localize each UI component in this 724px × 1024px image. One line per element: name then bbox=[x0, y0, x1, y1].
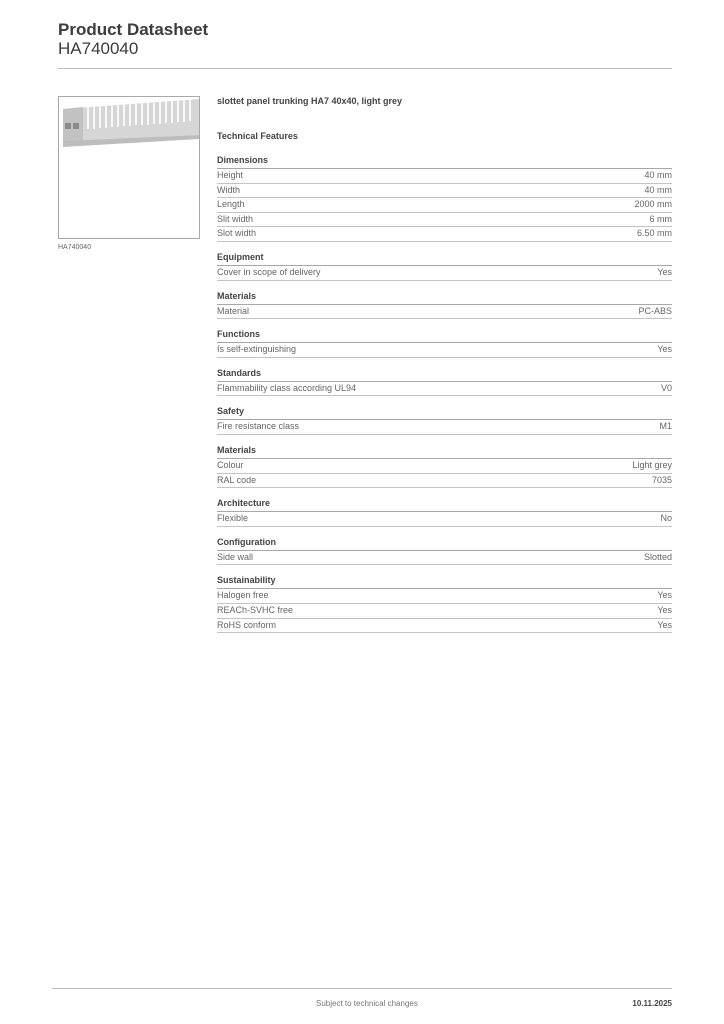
page-title: Product Datasheet bbox=[58, 20, 209, 39]
section-title: Configuration bbox=[217, 537, 672, 551]
spec-label: Cover in scope of delivery bbox=[217, 266, 321, 277]
spec-section bbox=[217, 329, 672, 358]
section-title: Safety bbox=[217, 406, 672, 420]
spec-value: No bbox=[660, 513, 672, 524]
section-title: Equipment bbox=[217, 252, 672, 266]
spec-label: Flexible bbox=[217, 513, 249, 524]
spec-label: RoHS conform bbox=[217, 619, 277, 630]
spec-content bbox=[217, 94, 672, 633]
spec-row bbox=[217, 198, 672, 213]
spec-row bbox=[217, 420, 672, 435]
spec-section bbox=[217, 291, 672, 320]
spec-row bbox=[217, 512, 672, 527]
spec-label: Slot width bbox=[217, 228, 257, 239]
product-name: slottet panel trunking HA7 40x40, light grey bbox=[217, 96, 403, 106]
spec-value: 6.50 mm bbox=[636, 228, 672, 239]
footer-date: 10.11.2025 bbox=[632, 999, 672, 1008]
spec-row bbox=[217, 474, 672, 489]
section-title: Functions bbox=[217, 329, 672, 343]
footer-divider bbox=[52, 988, 672, 989]
spec-label: Height bbox=[217, 170, 244, 180]
technical-features-heading: Technical Features bbox=[217, 131, 298, 141]
section-title: Architecture bbox=[217, 498, 672, 512]
spec-row bbox=[217, 213, 672, 228]
spec-value: Yes bbox=[657, 266, 672, 277]
spec-value: 6 mm bbox=[649, 213, 672, 224]
section-title: Materials bbox=[217, 291, 672, 305]
spec-label: Slit width bbox=[217, 213, 254, 224]
spec-label: Length bbox=[217, 199, 245, 210]
spec-section bbox=[217, 252, 672, 281]
spec-row bbox=[217, 305, 672, 320]
image-caption: HA740040 bbox=[58, 244, 92, 251]
spec-row bbox=[217, 184, 672, 199]
spec-section bbox=[217, 406, 672, 435]
spec-sections bbox=[217, 155, 672, 633]
section-title: Sustainability bbox=[217, 575, 672, 589]
spec-value: V0 bbox=[660, 382, 672, 393]
spec-value: Yes bbox=[657, 590, 672, 601]
spec-label: Fire resistance class bbox=[217, 421, 300, 432]
spec-row bbox=[217, 266, 672, 281]
spec-row bbox=[217, 604, 672, 619]
footer-note: Subject to technical changes bbox=[316, 999, 418, 1008]
spec-section bbox=[217, 537, 672, 566]
spec-value: M1 bbox=[659, 421, 672, 432]
spec-row bbox=[217, 459, 672, 474]
spec-value: 2000 mm bbox=[634, 199, 672, 210]
spec-value: Yes bbox=[657, 344, 672, 355]
spec-section bbox=[217, 368, 672, 397]
spec-section bbox=[217, 155, 672, 242]
spec-row bbox=[217, 619, 672, 634]
spec-label: Flammability class according UL94 bbox=[217, 382, 357, 393]
spec-label: REACh-SVHC free bbox=[217, 604, 294, 615]
spec-row bbox=[217, 589, 672, 604]
spec-row bbox=[217, 227, 672, 242]
spec-label: Material bbox=[217, 305, 250, 316]
spec-section bbox=[217, 575, 672, 633]
spec-row bbox=[217, 343, 672, 358]
spec-label: Halogen free bbox=[217, 590, 269, 601]
spec-value: 40 mm bbox=[644, 184, 672, 195]
spec-value: 7035 bbox=[651, 474, 672, 485]
spec-value: 40 mm bbox=[644, 170, 672, 180]
spec-section bbox=[217, 445, 672, 488]
spec-label: RAL code bbox=[217, 474, 257, 485]
spec-label: Width bbox=[217, 184, 241, 195]
spec-value: Yes bbox=[657, 604, 672, 615]
article-number: HA740040 bbox=[58, 39, 139, 58]
spec-section bbox=[217, 498, 672, 527]
spec-row bbox=[217, 169, 672, 184]
spec-value: Slotted bbox=[643, 551, 672, 562]
spec-value: Light grey bbox=[632, 459, 672, 470]
spec-row bbox=[217, 551, 672, 566]
section-title: Materials bbox=[217, 445, 672, 459]
product-image bbox=[58, 96, 200, 239]
section-title: Standards bbox=[217, 368, 672, 382]
trunking-illustration bbox=[59, 97, 199, 238]
spec-label: Is self-extinguishing bbox=[217, 344, 297, 355]
spec-label: Colour bbox=[217, 459, 244, 470]
spec-row bbox=[217, 382, 672, 397]
spec-value: Yes bbox=[657, 619, 672, 630]
header-divider bbox=[58, 68, 672, 69]
spec-label: Side wall bbox=[217, 551, 254, 562]
section-title: Dimensions bbox=[217, 155, 672, 169]
spec-value: PC-ABS bbox=[638, 305, 672, 316]
